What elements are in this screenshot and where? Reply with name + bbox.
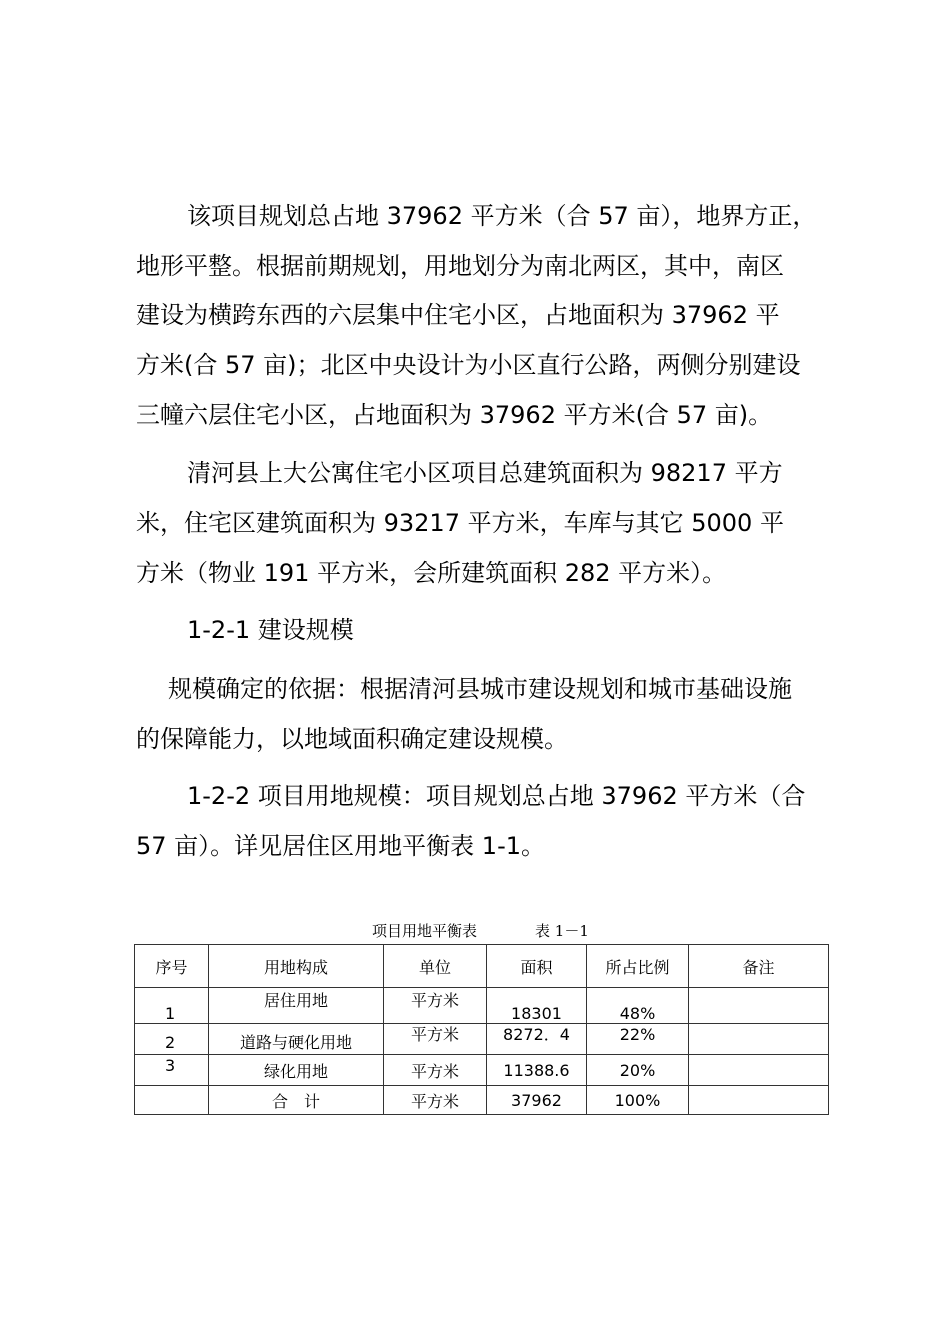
table-caption [372, 921, 589, 941]
cell-note [689, 988, 829, 1024]
cell-area: 11388.6 [487, 1055, 587, 1086]
paragraph-1-line-4: 方米(合 57 亩)；北区中央设计为小区直行公路，两侧分别建设 [136, 351, 801, 379]
cell-unit: 平方米 [384, 1024, 487, 1055]
header-area: 面积 [487, 945, 587, 988]
section-heading: 1-2-1 建设规模 [187, 616, 354, 644]
cell-ratio: 22% [587, 1024, 689, 1055]
header-note: 备注 [689, 945, 829, 988]
header-seq: 序号 [135, 945, 209, 988]
paragraph-4-line-2: 57 亩）。详见居住区用地平衡表 1-1。 [136, 832, 545, 860]
table-header-row [135, 945, 829, 988]
table-total-row [135, 1086, 829, 1115]
cell-seq: 2 [135, 1024, 209, 1055]
header-land-type: 用地构成 [209, 945, 384, 988]
paragraph-2-line-2: 米，住宅区建筑面积为 93217 平方米，车库与其它 5000 平 [136, 509, 784, 537]
cell-ratio: 20% [587, 1055, 689, 1086]
cell-ratio: 100% [587, 1086, 689, 1115]
paragraph-1-line-5: 三幢六层住宅小区，占地面积为 37962 平方米(合 57 亩)。 [136, 401, 773, 429]
land-balance-table [134, 944, 829, 1115]
cell-note [689, 1024, 829, 1055]
cell-unit: 平方米 [384, 1086, 487, 1115]
cell-area: 37962 [487, 1086, 587, 1115]
cell-land-type: 合 计 [209, 1086, 384, 1115]
header-unit: 单位 [384, 945, 487, 988]
paragraph-1-line-2: 地形平整。根据前期规划，用地划分为南北两区，其中，南区 [136, 252, 784, 280]
cell-note [689, 1086, 829, 1115]
cell-land-type: 居住用地 [209, 988, 384, 1024]
cell-ratio: 48% [587, 988, 689, 1024]
cell-unit: 平方米 [384, 1055, 487, 1086]
cell-area: 8272．4 [487, 1024, 587, 1055]
header-ratio: 所占比例 [587, 945, 689, 988]
cell-unit: 平方米 [384, 988, 487, 1024]
paragraph-4-line-1: 1-2-2 项目用地规模：项目规划总占地 37962 平方米（合 [187, 782, 806, 810]
paragraph-3-line-1: 规模确定的依据：根据清河县城市建设规划和城市基础设施 [168, 675, 792, 703]
paragraph-1-line-3: 建设为横跨东西的六层集中住宅小区，占地面积为 37962 平 [136, 301, 780, 329]
cell-land-type: 道路与硬化用地 [209, 1024, 384, 1055]
paragraph-1-line-1: 该项目规划总占地 37962 平方米（合 57 亩），地界方正， [187, 202, 817, 230]
table-caption-title: 项目用地平衡表 [372, 922, 478, 940]
cell-seq: 3 [135, 1055, 209, 1086]
table-caption-number: 表 1－1 [535, 922, 589, 940]
paragraph-3-line-2: 的保障能力，以地域面积确定建设规模。 [136, 725, 568, 753]
cell-land-type: 绿化用地 [209, 1055, 384, 1086]
cell-seq [135, 1086, 209, 1115]
table-row [135, 1055, 829, 1086]
table-row [135, 1024, 829, 1055]
paragraph-2-line-3: 方米（物业 191 平方米，会所建筑面积 282 平方米）。 [136, 559, 727, 587]
cell-area: 18301 [487, 988, 587, 1024]
table-row [135, 988, 829, 1024]
cell-note [689, 1055, 829, 1086]
paragraph-2-line-1: 清河县上大公寓住宅小区项目总建筑面积为 98217 平方 [187, 459, 783, 487]
cell-seq: 1 [135, 988, 209, 1024]
